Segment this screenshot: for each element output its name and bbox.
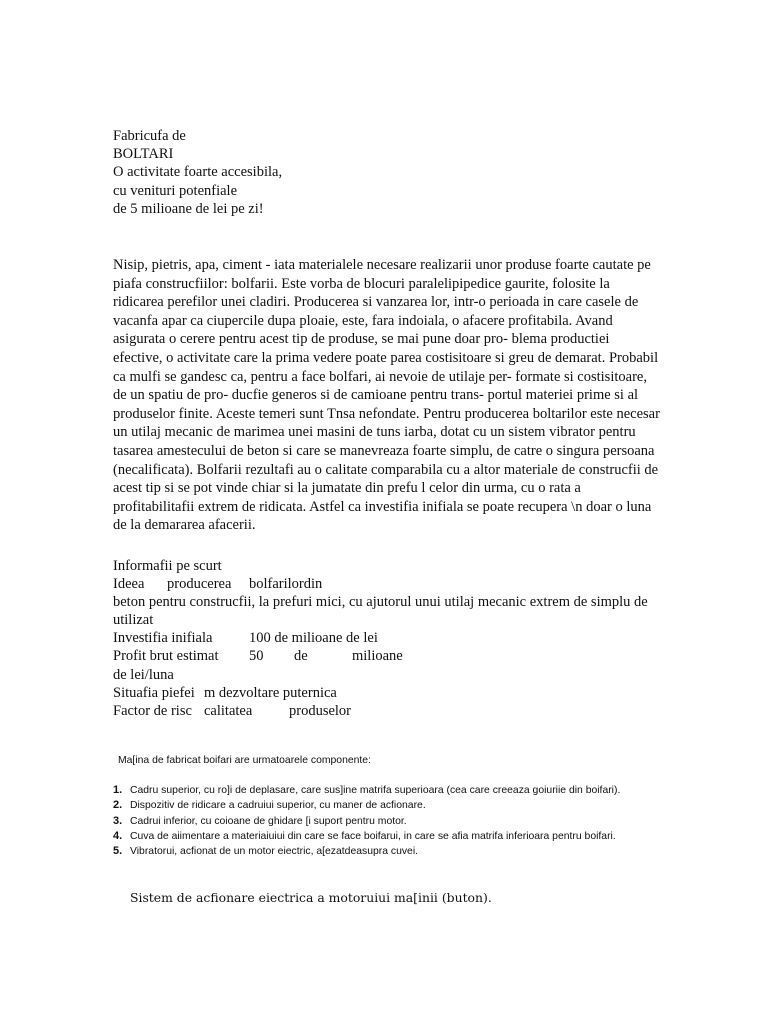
list-item-number: 5. — [113, 845, 123, 858]
intro-paragraph-block — [113, 256, 661, 535]
idea-continuation: beton pentru construcfii, la prefuri mici, cu ajutorul unui utilaj mecanic extrem de simplu de utilizat — [113, 594, 648, 629]
intro-paragraph: Nisip, pietris, apa, ciment - iata materialele necesare realizarii unor produse foarte cautate pe piafa construcfiilor: bolfarii. Este vorba de blocuri paralelipipedice gaurite, folosite la ridicarea perefilor unei cladiri. Producerea si vanzarea lor, intr-o perioada in care casele de vacanfa apar ca ciupercile dupa ploaie, este, fara indoiala, o afacere profitabila. Avand asigurata o cerere pentru acest tip de produse, se mai pune doar pro- blema productiei efective, o activitate care la prima vedere poate parea costisitoare si greu de demarat. Probabil ca mulfi se gandesc ca, pentru a face bolfari, ai nevoie de utilaje per- formate si costisitoare, de un spatiu de pro- ducfie generos si de camioane pentru trans- portul materiei prime si al produselor finite. Aceste temeri sunt Tnsa nefondate. Pentru producerea boltarilor este necesar un utilaj mecanic de marimea unei masini de tuns iarba, dotat cu un sistem vibrator pentru tasarea amestecului de beton si care se manevreaza foarte simplu, de catre o singura persoana (necalificata). Bolfarii rezultafi au o calitate comparabila cu a altor materiale de construcfii de acest tip si se pot vinde chiar si la jumatate din prefu l celor din urma, cu o rata a profitabilitafii extrem de ridicata. Astfel ca investifia inifiala se poate recupera \n doar o luna de la demararea afacerii. — [113, 257, 660, 534]
investment-label: Investifia inifiala — [113, 630, 213, 647]
components-lead: Ma[ina de fabricat boifari are urmatoarele componente: — [118, 755, 371, 766]
list-item-number: 1. — [113, 784, 123, 797]
risk-value-part-2: produselor — [289, 702, 352, 719]
idea-value-part-2: bolfarilordin — [249, 576, 323, 593]
risk-value-part-1: calitatea — [204, 702, 253, 719]
subtitle-line-3: de 5 milioane de lei pe zi! — [113, 200, 264, 217]
idea-value-part-1: producerea — [167, 576, 232, 593]
risk-row — [113, 702, 673, 720]
list-item — [113, 815, 633, 828]
title-line-2: BOLTARI — [113, 146, 174, 163]
market-row — [113, 684, 673, 702]
idea-row — [113, 575, 673, 593]
market-label: Situafia piefei — [113, 684, 195, 701]
list-item — [113, 799, 633, 812]
summary-section — [113, 557, 673, 720]
list-item-number: 2. — [113, 799, 123, 812]
components-section — [113, 754, 633, 860]
profit-row — [113, 647, 673, 665]
idea-label: Ideea — [113, 576, 145, 593]
list-item-text: Cadru superior, cu ro]i de deplasare, care sus]ine matrifa superioara (cea care creeaza goiuriie din boifari). — [130, 785, 621, 797]
investment-value: 100 de milioane de lei — [249, 630, 378, 647]
profit-value-part-2: de — [294, 648, 308, 665]
title-block — [113, 127, 282, 218]
list-item-text: Vibratorui, acfionat de un motor eiectric, a[ezatdeasupra cuvei. — [130, 846, 419, 858]
market-value: m dezvoltare puternica — [204, 684, 337, 701]
list-item — [113, 845, 633, 858]
profit-value-part-1: 50 — [249, 648, 264, 665]
list-item-number: 3. — [113, 814, 123, 827]
subtitle-line-1: O activitate foarte accesibila, — [113, 164, 283, 181]
list-item-text: Cadrui inferior, cu coioane de ghidare [i suport pentru motor. — [130, 815, 407, 827]
summary-heading-row — [113, 557, 673, 575]
profit-continuation: de lei/luna — [113, 666, 174, 683]
list-item — [113, 830, 633, 843]
investment-row — [113, 629, 673, 647]
closing-line: Sistem de acfionare eiectrica a motoruiui ma[inii (buton). — [130, 890, 492, 905]
risk-label: Factor de risc — [113, 702, 192, 719]
list-item-number: 4. — [113, 829, 123, 842]
summary-heading: Informafii pe scurt — [113, 558, 222, 574]
subtitle-line-2: cu venituri potenfiale — [113, 182, 238, 199]
title-line-1: Fabricufa de — [113, 128, 186, 144]
list-item-text: Dispozitiv de ridicare a cadruiui superior, cu maner de acfionare. — [130, 800, 426, 812]
profit-value-part-3: milioane — [352, 648, 403, 665]
list-item — [113, 784, 633, 797]
profit-label: Profit brut estimat — [113, 648, 219, 665]
list-item-text: Cuva de aiimentare a materiaiuiui din care se face boifarui, in care se afia matrifa inferioara pentru boifari. — [130, 830, 616, 842]
